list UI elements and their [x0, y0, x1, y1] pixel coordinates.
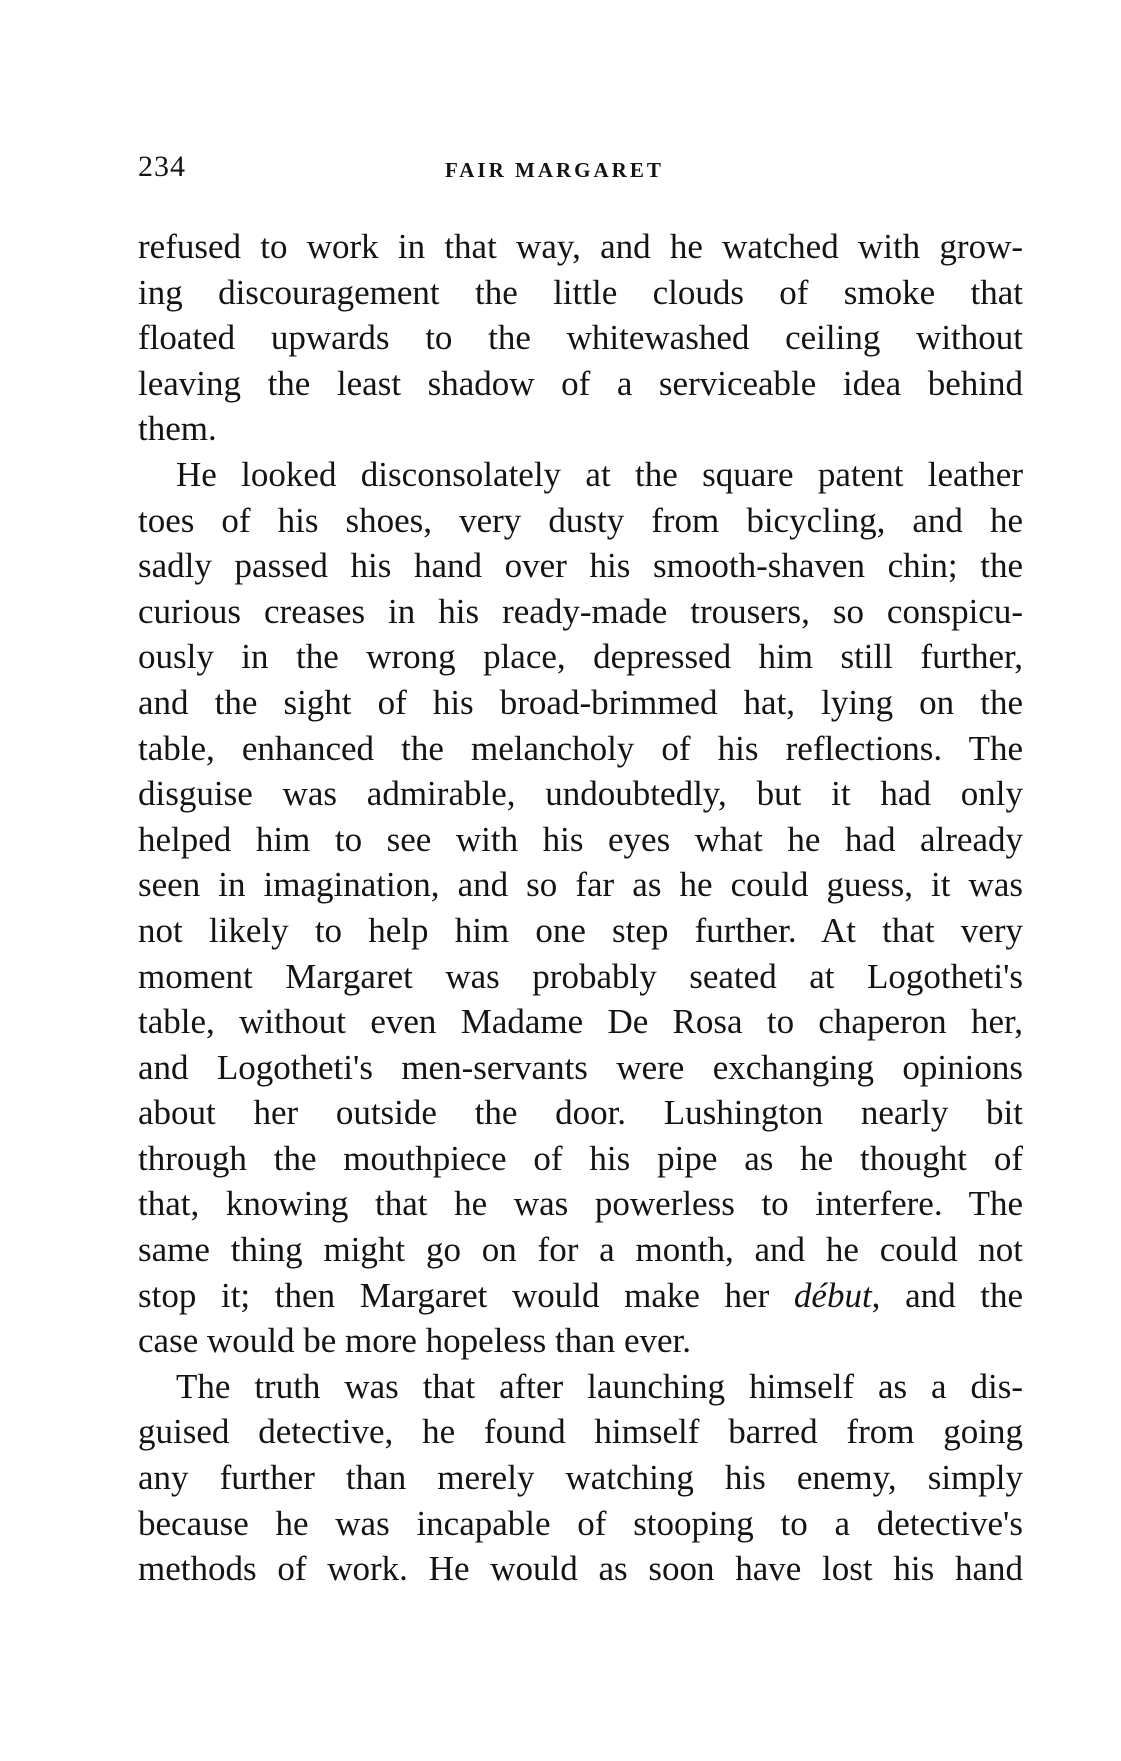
text-line: them.: [138, 409, 217, 449]
text-line: helped him to see with his eyes what he had already: [138, 819, 1023, 859]
paragraph-3: [138, 1364, 1023, 1592]
page-header: [138, 150, 1023, 198]
text-line: that, knowing that he was powerless to interfere. The: [138, 1184, 1023, 1224]
text-line: about her outside the door. Lushington nearly bit: [138, 1093, 1023, 1133]
text-line: moment Margaret was probably seated at Logotheti's: [138, 956, 1023, 996]
text-line: case would be more hopeless than ever.: [138, 1321, 692, 1361]
text-line: sadly passed his hand over his smooth-shaven chin; the: [138, 546, 1023, 586]
text-line: toes of his shoes, very dusty from bicycling, and he: [138, 500, 1023, 540]
text-line: and Logotheti's men-servants were exchanging opinions: [138, 1047, 1023, 1087]
text-line: methods of work. He would as soon have lost his hand: [138, 1549, 1023, 1589]
text-line: The truth was that after launching himself as a dis-: [176, 1366, 1023, 1406]
text-line-with-italic: [138, 1273, 1023, 1319]
text-line: guised detective, he found himself barred from going: [138, 1412, 1023, 1452]
text-line: ing discouragement the little clouds of smoke that: [138, 272, 1023, 312]
paragraph-2: [138, 452, 1023, 1364]
text-line: not likely to help him one step further. At that very: [138, 910, 1023, 950]
text-line: floated upwards to the whitewashed ceiling without: [138, 318, 1023, 358]
running-title: FAIR MARGARET: [445, 158, 664, 182]
text-line: any further than merely watching his enemy, simply: [138, 1458, 1023, 1498]
text-line: curious creases in his ready-made trousers, so conspicu-: [138, 591, 1023, 631]
body-text: [138, 224, 1023, 1592]
text-line: disguise was admirable, undoubtedly, but it had only: [138, 774, 1023, 814]
text-line: same thing might go on for a month, and he could not: [138, 1230, 1023, 1270]
text-line: He looked disconsolately at the square patent leather: [176, 454, 1023, 494]
text-line: seen in imagination, and so far as he could guess, it was: [138, 865, 1023, 905]
text-line: table, without even Madame De Rosa to chaperon her,: [138, 1002, 1023, 1042]
text-line: ously in the wrong place, depressed him still further,: [138, 637, 1023, 677]
text-line: and the sight of his broad-brimmed hat, lying on the: [138, 682, 1023, 722]
text-line: table, enhanced the melancholy of his reflections. The: [138, 728, 1023, 768]
paragraph-1: [138, 224, 1023, 452]
text-fragment: , and the: [871, 1275, 1024, 1315]
page-number: 234: [138, 150, 186, 183]
text-line: through the mouthpiece of his pipe as he thought of: [138, 1138, 1023, 1178]
text-line: because he was incapable of stooping to a detective's: [138, 1503, 1023, 1543]
text-fragment: stop it; then Margaret would make her: [138, 1275, 794, 1315]
italic-word: début: [793, 1275, 872, 1315]
text-line: refused to work in that way, and he watched with grow-: [138, 227, 1023, 266]
text-line: leaving the least shadow of a serviceable idea behind: [138, 363, 1023, 403]
